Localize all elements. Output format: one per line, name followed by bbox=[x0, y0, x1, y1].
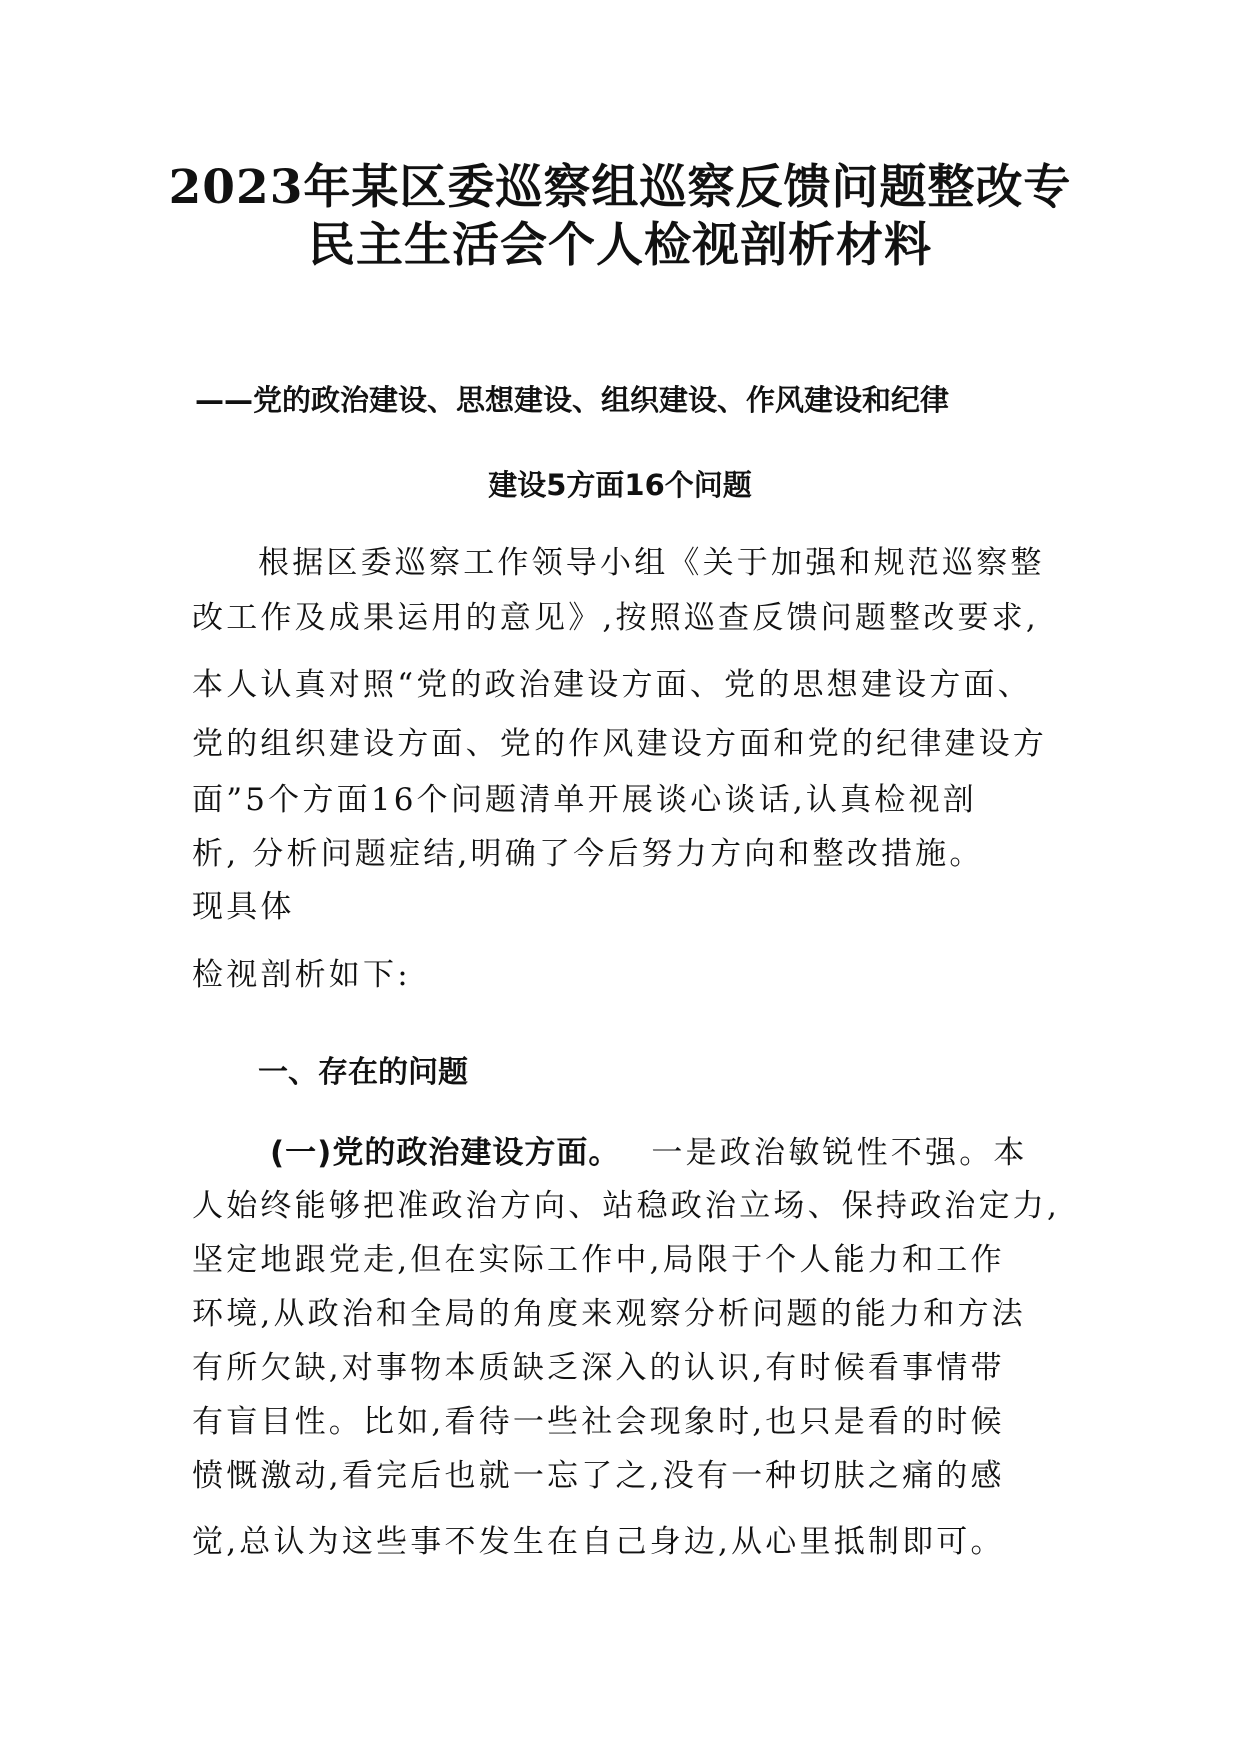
section-first-line bbox=[270, 1133, 1028, 1173]
intro-line-5: 面”5个方面16个问题清单开展谈心谈话,认真检视剖 bbox=[192, 782, 977, 818]
document-title-line-1: 2023年某区委巡察组巡察反馈问题整改专 bbox=[168, 160, 1072, 215]
section-line-2: 人始终能够把准政治方向、站稳政治立场、保持政治定力, bbox=[192, 1188, 1061, 1224]
document-title-line-2: 民主生活会个人检视剖析材料 bbox=[308, 218, 932, 273]
subsection-first-line-text: 一是政治敏锐性不强。本 bbox=[651, 1135, 1028, 1171]
section-line-3: 坚定地跟党走,但在实际工作中,局限于个人能力和工作 bbox=[192, 1242, 1005, 1278]
document-subtitle-line-2: 建设5方面16个问题 bbox=[488, 468, 752, 502]
subsection-label: (一)党的政治建设方面。 bbox=[270, 1135, 621, 1171]
section-line-4: 环境,从政治和全局的角度来观察分析问题的能力和方法 bbox=[192, 1296, 1026, 1332]
section-line-8: 觉,总认为这些事不发生在自己身边,从心里抵制即可。 bbox=[192, 1524, 1005, 1560]
section-line-5: 有所欠缺,对事物本质缺乏深入的认识,有时候看事情带 bbox=[192, 1350, 1005, 1386]
intro-line-4: 党的组织建设方面、党的作风建设方面和党的纪律建设方 bbox=[192, 726, 1047, 762]
intro-line-3: 本人认真对照“党的政治建设方面、党的思想建设方面、 bbox=[192, 667, 1032, 703]
section-heading: 一、存在的问题 bbox=[258, 1055, 468, 1090]
intro-line-7: 现具体 bbox=[192, 889, 295, 925]
section-line-6: 有盲目性。比如,看待一些社会现象时,也只是看的时候 bbox=[192, 1404, 1005, 1440]
intro-line-8: 检视剖析如下: bbox=[192, 957, 411, 993]
intro-line-1: 根据区委巡察工作领导小组《关于加强和规范巡察整 bbox=[258, 545, 1045, 581]
document-subtitle-line-1: ——党的政治建设、思想建设、组织建设、作风建设和纪律 bbox=[195, 383, 950, 417]
intro-line-2: 改工作及成果运用的意见》,按照巡查反馈问题整改要求, bbox=[192, 600, 1039, 636]
intro-line-6: 析, 分析问题症结,明确了今后努力方向和整改措施。 bbox=[192, 836, 984, 872]
section-line-7: 愤慨激动,看完后也就一忘了之,没有一种切肤之痛的感 bbox=[192, 1458, 1005, 1494]
